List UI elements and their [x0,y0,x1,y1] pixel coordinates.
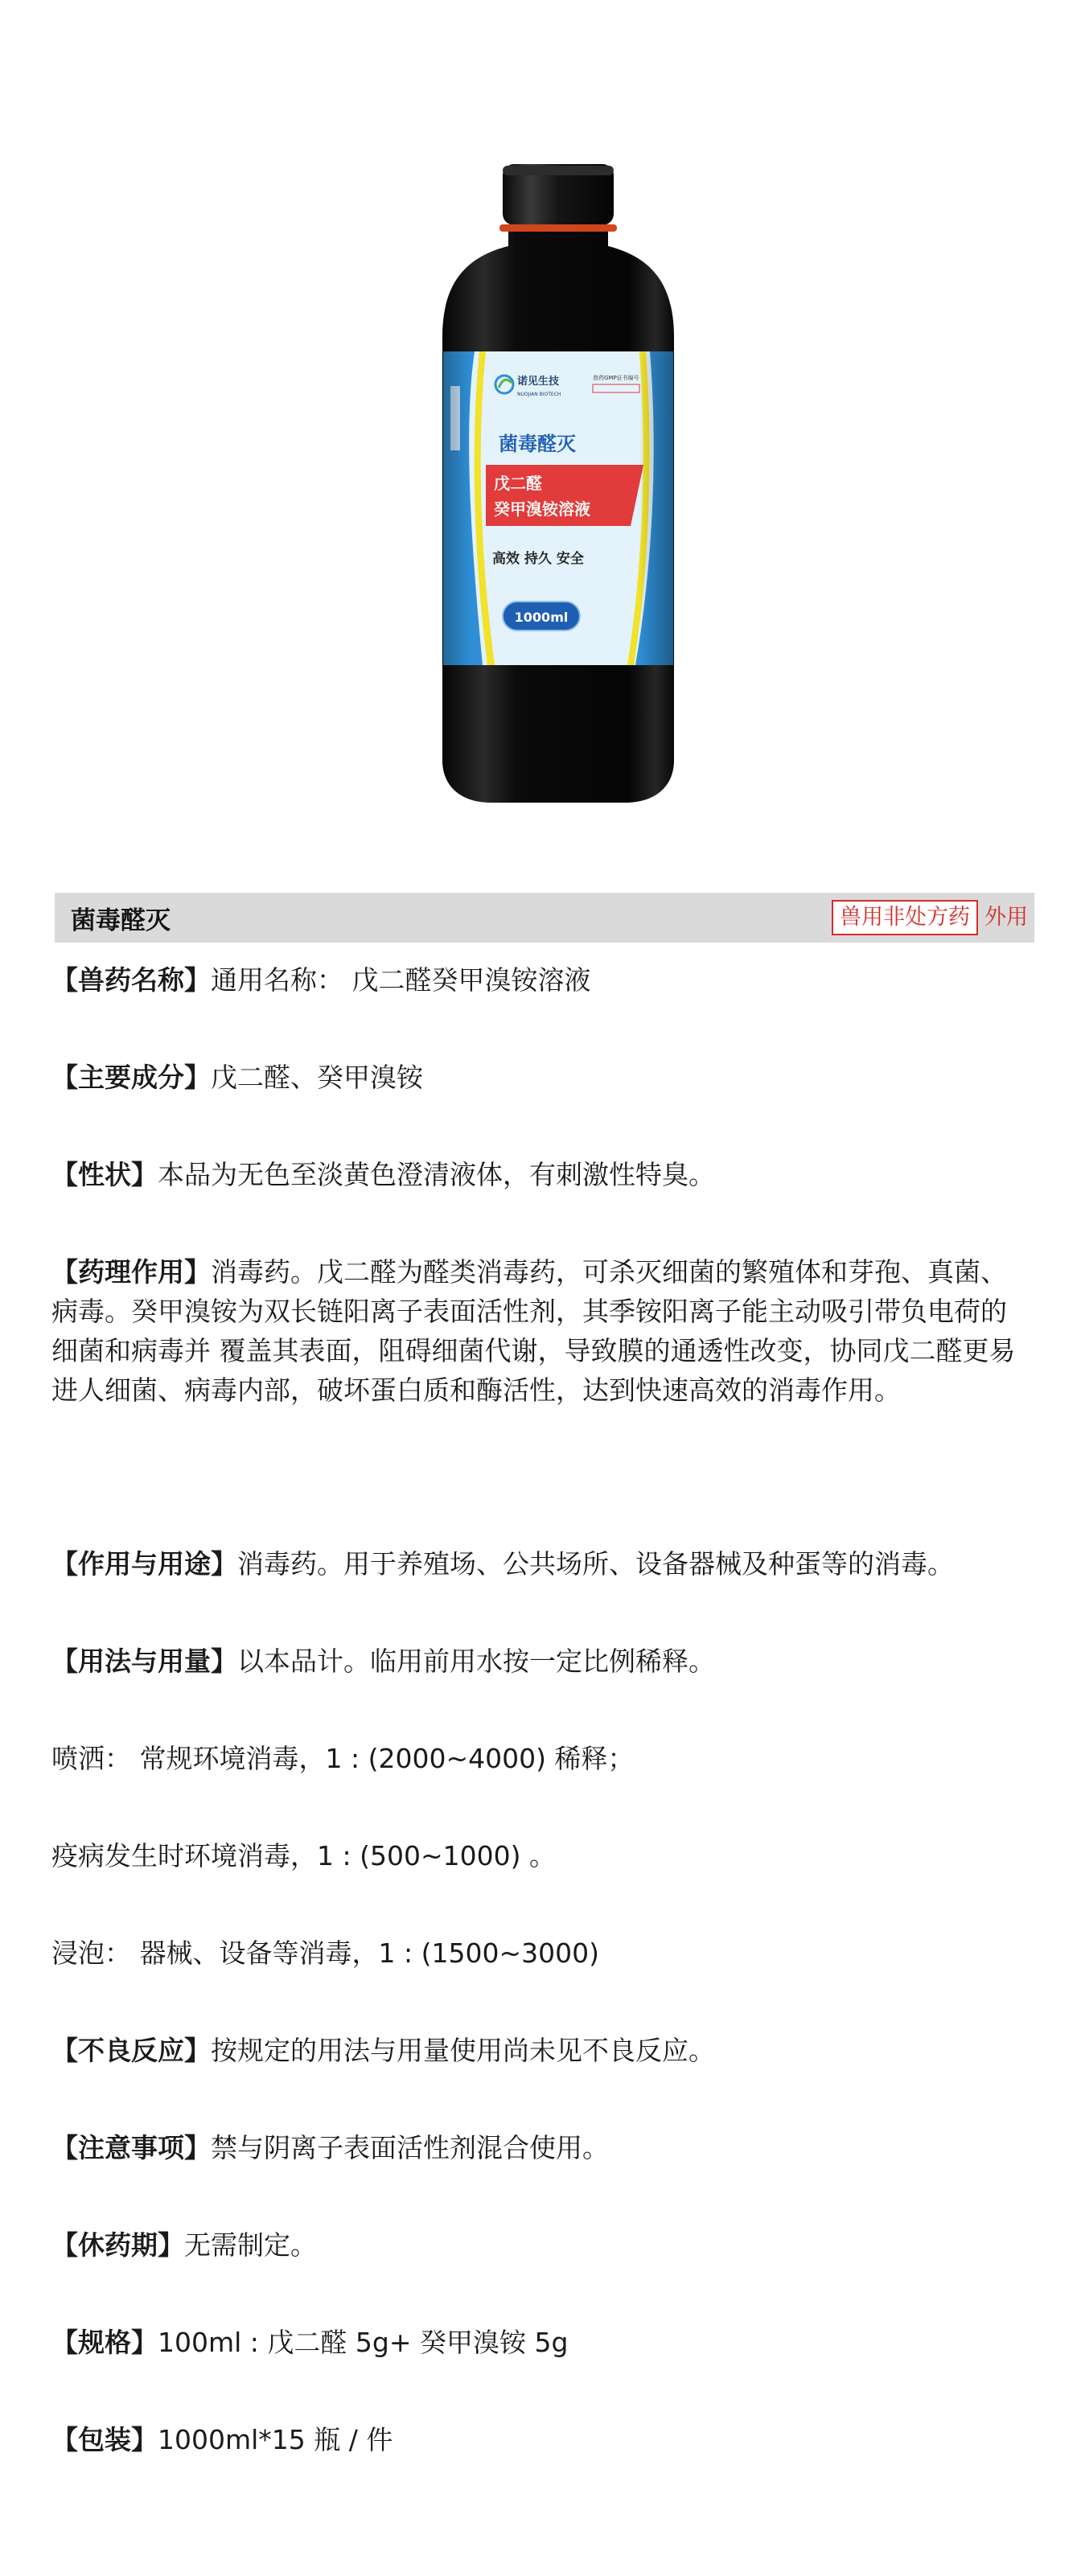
section-adverse-reactions: 【不良反应】按规定的用法与用量使用尚未见不良反应。 [51,2035,715,2066]
section-packaging: 【包装】1000ml*15 瓶 / 件 [51,2424,393,2455]
product-title-bar [55,893,1034,943]
section-vet-drug-name: 【兽药名称】通用名称： 戊二醛癸甲溴铵溶液 [51,964,591,996]
section-indications: 【作用与用途】消毒药。用于养殖场、公共场所、设备器械及种蛋等的消毒。 [51,1548,954,1580]
section-dosage-soak: 浸泡： 器械、设备等消毒，1 : (1500~3000) [51,1937,599,1969]
cap-ring [499,224,617,232]
otc-badge: 兽用非处方药 [832,900,978,935]
section-dosage-epidemic: 疫病发生时环境消毒，1 : (500~1000) 。 [51,1840,556,1871]
product-name: 菌毒醛灭 [71,906,171,935]
section-specification: 【规格】100ml : 戊二醛 5g+ 癸甲溴铵 5g [51,2327,569,2358]
section-main-ingredients: 【主要成分】戊二醛、癸甲溴铵 [51,1062,423,1093]
section-pharmacology: 【药理作用】消毒药。戊二醛为醛类消毒药，可杀灭细菌的繁殖体和芽孢、真菌、病毒。癸甲溴铵为双长链阳离子表面活性剂，其季铵阳离子能主动吸引带负电荷的细菌和病毒并 覆盖其表面，阻碍细菌代谢，导致膜的通透性改变，协同戊二醛更易进人细菌、病毒内部，破坏蛋白质和酶活性，达到快速高效的消毒作用。 [51,1256,1016,1406]
section-dosage-spray: 喷洒： 常规环境消毒，1 : (2000~4000) 稀释； [51,1743,635,1774]
bottle-label [443,351,673,665]
usage-tag: 外用 [984,905,1028,930]
section-properties: 【性状】本品为无色至淡黄色澄清液体，有刺激性特臭。 [51,1159,715,1190]
section-withdrawal-period: 【休药期】无需制定。 [51,2229,317,2261]
section-precautions: 【注意事项】禁与阴离子表面活性剂混合使用。 [51,2132,609,2163]
bottle-illustration [0,0,1081,853]
product-image [0,0,1081,853]
product-tags [832,900,1028,935]
section-dosage: 【用法与用量】以本品计。临用前用水按一定比例稀释。 [51,1645,715,1677]
